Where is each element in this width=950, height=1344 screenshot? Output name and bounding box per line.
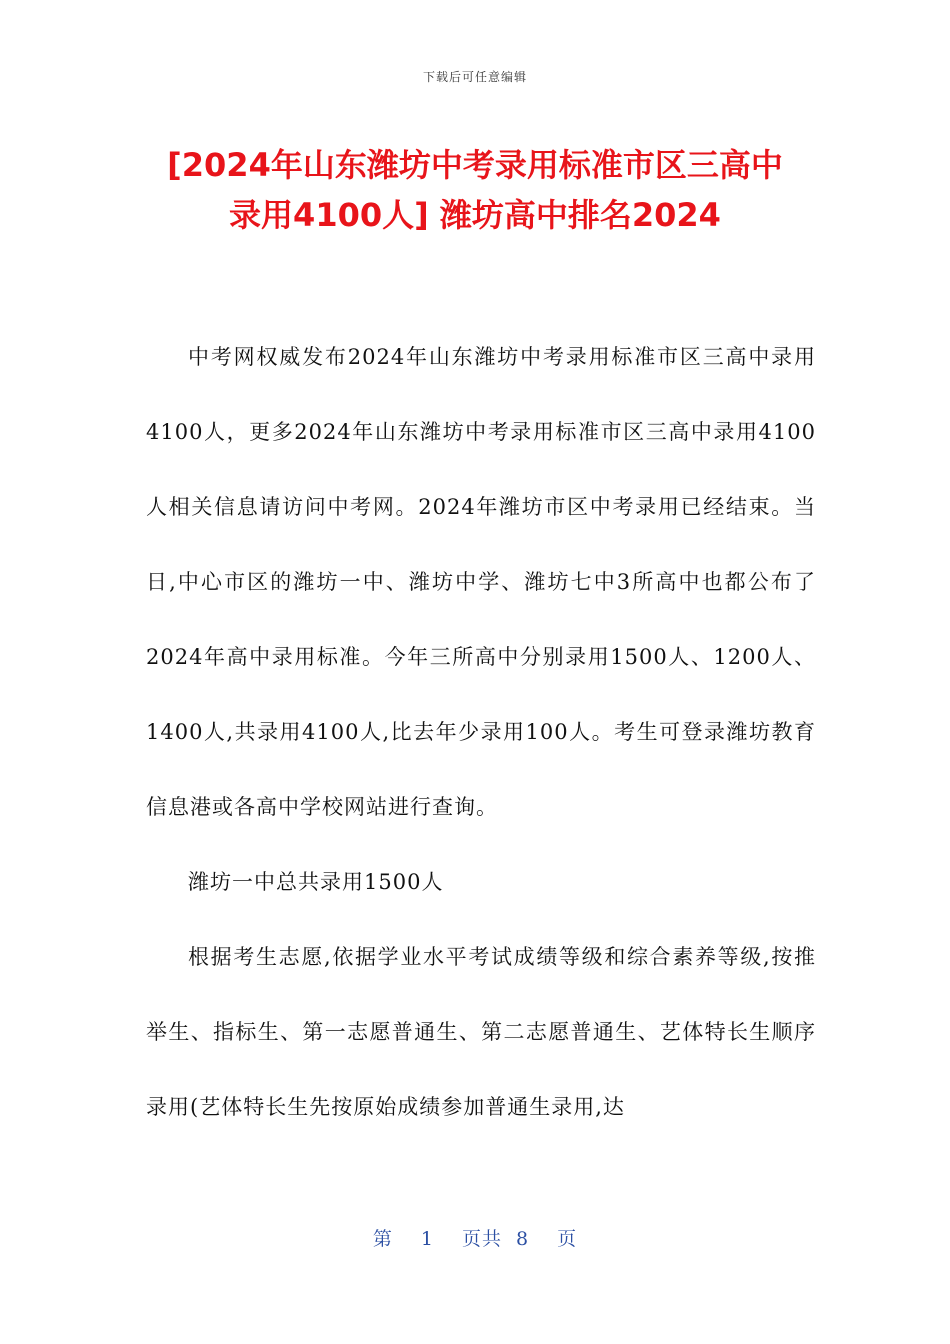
document-body bbox=[146, 320, 816, 1145]
footer-prefix: 第 bbox=[372, 1228, 393, 1250]
paragraph-intro: 中考网权威发布2024年山东潍坊中考录用标准市区三高中录用4100人，更多2024年山东潍坊中考录用标准市区三高中录用4100人相关信息请访问中考网。2024年潍坊市区中考录用已经结束。当日,中心市区的潍坊一中、潍坊中学、潍坊七中3所高中也都公布了2024年高中录用标准。今年三所高中分别录用1500人、1200人、1400人,共录用4100人,比去年少录用100人。考生可登录潍坊教育信息港或各高中学校网站进行查询。 bbox=[146, 345, 816, 819]
page-header-note: 下载后可任意编辑 bbox=[422, 70, 527, 84]
paragraph-admission-rules: 根据考生志愿,依据学业水平考试成绩等级和综合素养等级,按推举生、指标生、第一志愿普通生、第二志愿普通生、艺体特长生顺序录用(艺体特长生先按原始成绩参加普通生录用,达 bbox=[146, 945, 816, 1119]
document-title bbox=[80, 140, 870, 240]
footer-total-pages: 8 bbox=[516, 1228, 530, 1250]
footer-current-page: 1 bbox=[420, 1228, 434, 1250]
footer-suffix: 页 bbox=[557, 1228, 578, 1250]
title-line-1: [2024年山东潍坊中考录用标准市区三高中 bbox=[167, 146, 783, 184]
page-footer bbox=[0, 1224, 950, 1251]
footer-mid: 页共 bbox=[461, 1228, 502, 1250]
paragraph-subheading: 潍坊一中总共录用1500人 bbox=[188, 870, 444, 894]
title-line-2: 录用4100人] 潍坊高中排名2024 bbox=[229, 196, 721, 234]
